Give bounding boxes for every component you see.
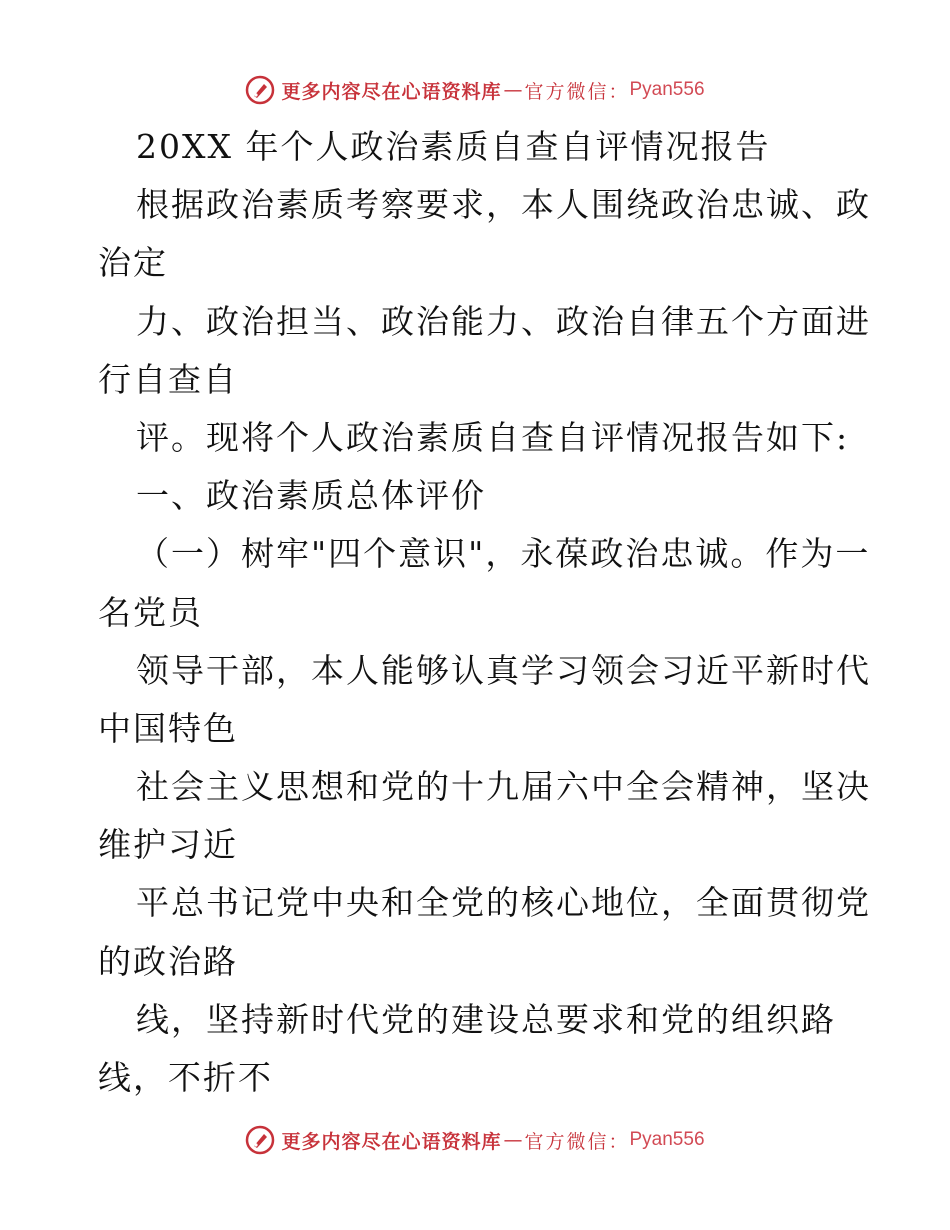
watermark-wechat-id: Pyan556	[629, 1129, 705, 1150]
doc-line: 社会主义思想和党的十九届六中全会精神，坚决	[136, 767, 871, 807]
doc-line: （一）树牢"四个意识"，永葆政治忠诚。作为一	[136, 534, 871, 574]
watermark-official: 官方微信：	[524, 80, 630, 103]
doc-line: 治定	[98, 243, 168, 283]
doc-line: 线，坚持新时代党的建设总要求和党的组织路	[136, 999, 836, 1039]
footer-watermark	[0, 1120, 950, 1160]
doc-line: 平总书记党中央和全党的核心地位，全面贯彻党	[136, 883, 871, 923]
doc-title: 20XX 年个人政治素质自查自评情况报告	[136, 127, 771, 166]
header-watermark	[0, 70, 950, 110]
watermark-dash: —	[503, 79, 523, 101]
watermark-dash: —	[503, 1129, 523, 1151]
document-body	[98, 118, 888, 1107]
watermark-official: 官方微信：	[524, 1130, 630, 1153]
doc-line: 力、政治担当、政治能力、政治自律五个方面进	[136, 301, 871, 341]
doc-line: 名党员	[98, 592, 203, 632]
doc-line: 评。现将个人政治素质自查自评情况报告如下:	[136, 417, 850, 457]
doc-line: 线，不折不	[98, 1058, 273, 1097]
pen-nib-logo-icon	[245, 1125, 275, 1155]
watermark-brand: 更多内容尽在心语资料库	[281, 1130, 502, 1153]
watermark-brand: 更多内容尽在心语资料库	[281, 80, 502, 103]
doc-line: 根据政治素质考察要求，本人围绕政治忠诚、政	[136, 185, 871, 225]
watermark-wechat-id: Pyan556	[629, 79, 705, 100]
pen-nib-logo-icon	[245, 75, 275, 105]
doc-line: 维护习近	[98, 825, 238, 865]
doc-line: 的政治路	[98, 941, 238, 981]
doc-line: 领导干部，本人能够认真学习领会习近平新时代	[136, 650, 871, 690]
section-heading: 一、政治素质总体评价	[136, 476, 486, 516]
doc-line: 行自查自	[98, 359, 238, 399]
doc-line: 中国特色	[98, 708, 238, 748]
